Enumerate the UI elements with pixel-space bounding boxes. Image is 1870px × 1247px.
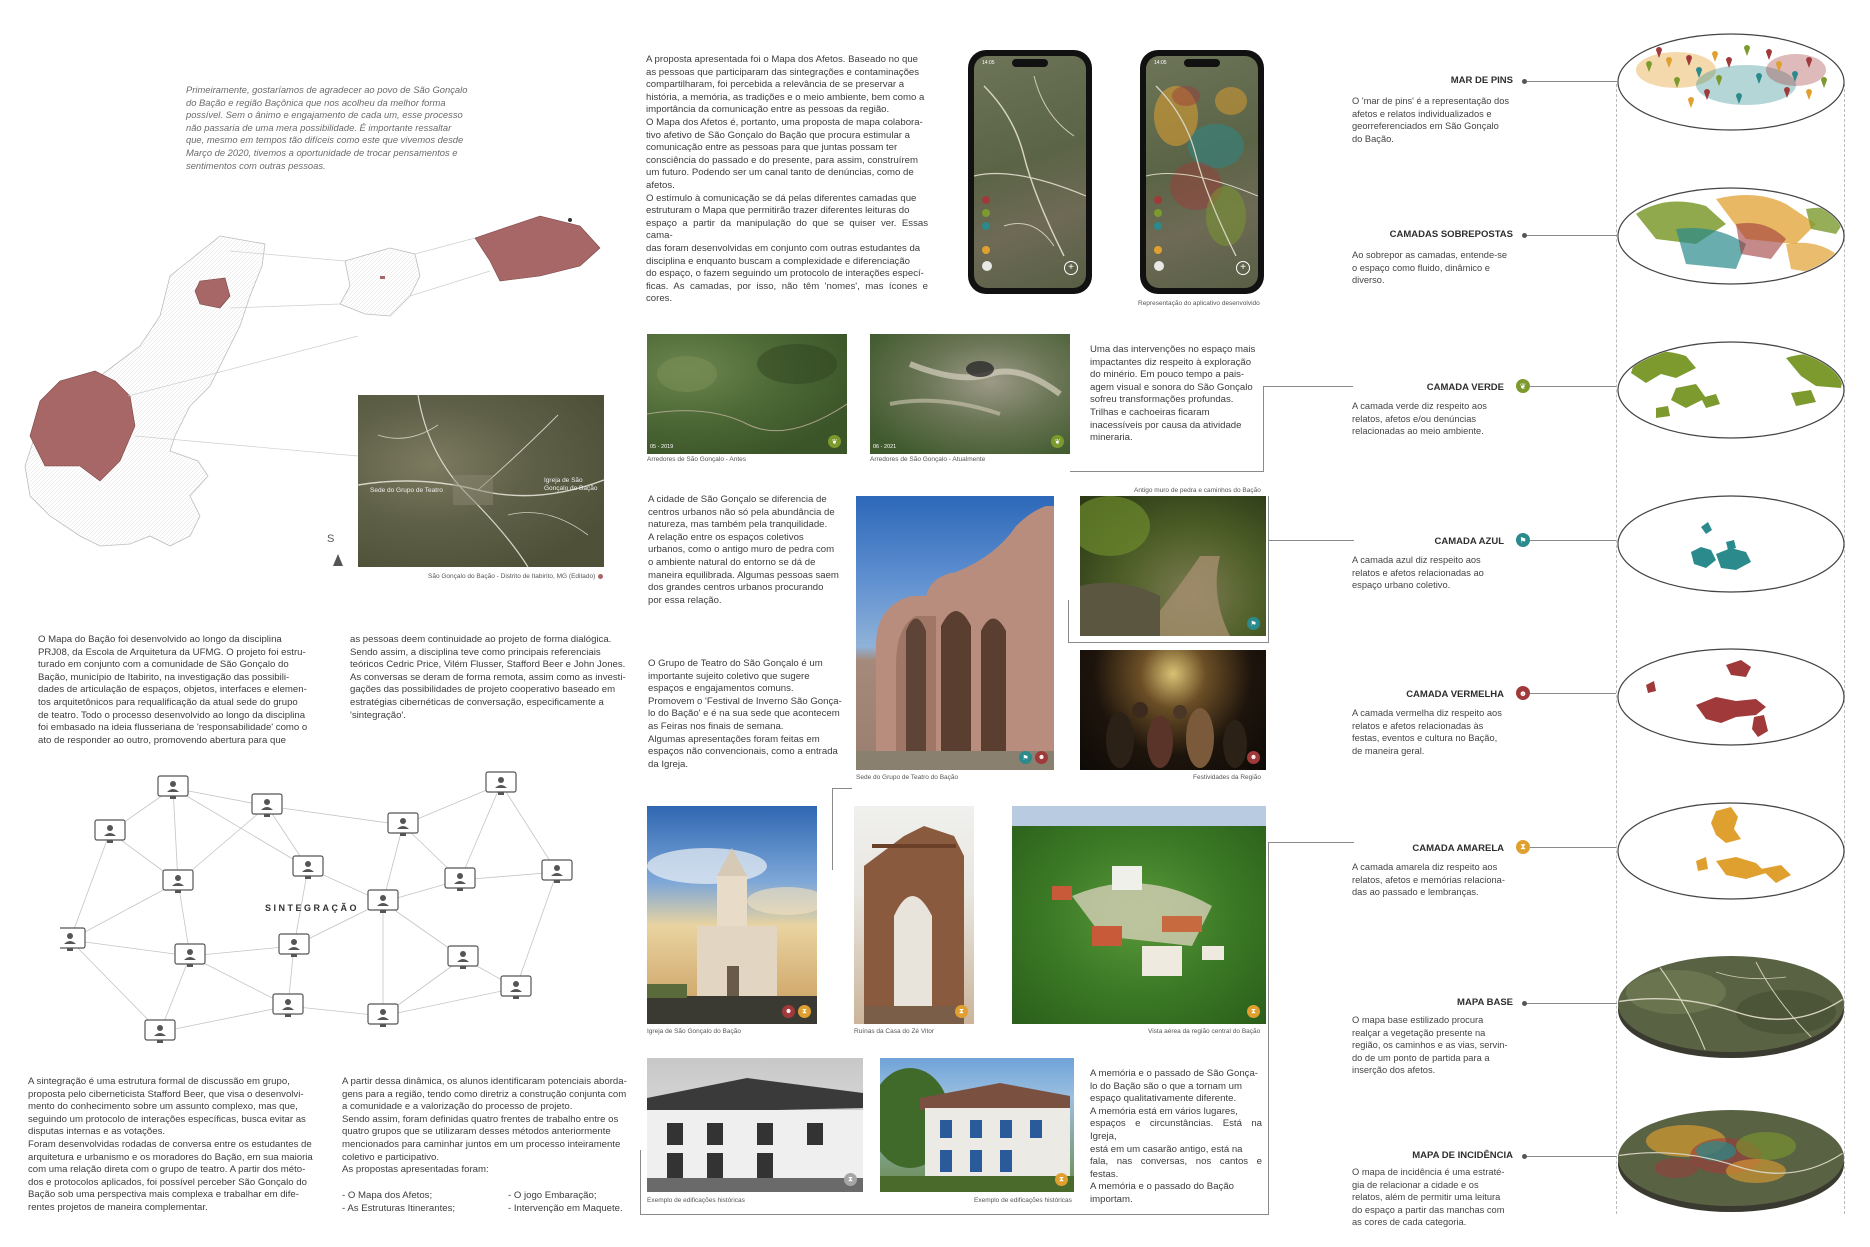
- connector: [1268, 842, 1269, 1214]
- mining-text: Uma das intervenções no espaço mais impactantes diz respeito à exploração do minério. Em pouco tempo a pais- agem visual e sonora do São Gonçalo sofreu transformações profundas. Trilhas e cachoeiras ficaram inacessíveis por causa da atividade mineraria.: [1090, 344, 1256, 444]
- date-atual: 06 - 2021: [873, 444, 897, 450]
- caption-atual: Arredores de São Gonçalo - Atualmente: [870, 456, 986, 463]
- connector: [832, 788, 833, 870]
- hourglass-icon: ⧗: [955, 1005, 968, 1018]
- flag-icon: ⚑: [1516, 533, 1530, 547]
- photo-historico-2: [880, 1058, 1074, 1192]
- connector: [640, 1214, 1269, 1215]
- label-sede: Sede do Grupo de Teatro: [370, 487, 443, 494]
- phone-2-menu-icon[interactable]: [1154, 261, 1164, 271]
- leaf-icon: ❦: [828, 435, 841, 448]
- mask-icon: ☻: [1035, 751, 1048, 764]
- layer-desc-camadas-sobrepostas: Ao sobrepor as camadas, entende-se o espaço como fluido, dinâmico e diverso.: [1352, 250, 1508, 285]
- phone-2: [1140, 50, 1264, 294]
- north-label: S: [327, 533, 335, 545]
- hourglass-icon: ⧗: [798, 1005, 811, 1018]
- layer-title-camadas-sobrepostas: CAMADAS SOBREPOSTAS: [1389, 229, 1513, 240]
- disciplina-text-left: O Mapa do Bação foi desenvolvido ao longo da disciplina PRJ08, da Escola de Arquitetura da UFMG. O projeto foi estru- turado em conjunto com a comunidade de São Gonçalo do Bação, município de Itabirito, na investigação das possibili- dades de articulação de espaços, objetos, interfaces e elemen- tos arquitetônicos para requalificação da atual sede do grupo de teatro. Todo o processo desenvolvido ao longo da disciplina foi embasado na ideia flusseriana de 'responsabilidade' como o ato de responder ao outro, promovendo abertura para que: [38, 634, 308, 746]
- layer-desc-camada-azul: A camada azul diz respeito aos relatos e afetos relacionadas ao espaço urbano coletivo.: [1352, 555, 1484, 590]
- phone-1-add-icon[interactable]: +: [1064, 261, 1078, 275]
- municipality-outline: [340, 248, 420, 316]
- photo-atual: [870, 334, 1070, 454]
- mask-icon: ☻: [782, 1005, 795, 1018]
- phone-2-layer-red[interactable]: [1154, 196, 1162, 204]
- layer-disc-mar-de-pins[interactable]: [1616, 30, 1846, 134]
- app-caption: Representação do aplicativo desenvolvido: [1138, 300, 1260, 307]
- propostas-text: A partir dessa dinâmica, os alunos identificaram potenciais aborda- gens para a região, tendo como diretriz a construção conjunta com a comunidade e a valorização do processo de projeto. Sendo assim, foram definidas quatro frentes de trabalho entre os quatro grupos que se utilizaram desses métodos anteriormente mencionados para caminhar juntos em um processo inteiramente coletivo e participativo. As propostas apresentadas foram:: [342, 1076, 627, 1176]
- connector: [1263, 386, 1264, 472]
- flag-icon: ⚑: [1019, 751, 1032, 764]
- caption-aerea: Vista aérea da região central do Bação: [1148, 1028, 1261, 1035]
- layer-title-mar-de-pins: MAR DE PINS: [1450, 75, 1513, 86]
- layer-disc-mapa-base[interactable]: [1616, 952, 1846, 1064]
- mask-icon: ☻: [1516, 686, 1530, 700]
- connector: [1070, 471, 1264, 472]
- caption-igreja: Igreja de São Gonçalo do Bação: [647, 1028, 741, 1035]
- phone-2-layer-yellow[interactable]: [1154, 246, 1162, 254]
- connector: [832, 788, 852, 789]
- layer-desc-camada-amarela: A camada amarela diz respeito aos relatos, afetos e memórias relaciona- das ao passado e lembranças.: [1352, 862, 1505, 897]
- hourglass-icon: ⧗: [1516, 840, 1530, 854]
- connector: [640, 1150, 641, 1215]
- caption-historico-1: Exemplo de edificações históricas: [647, 1197, 745, 1204]
- connector: [1068, 642, 1269, 643]
- sintegracao-text: A sintegração é uma estrutura formal de discussão em grupo, proposta pelo ciberneticista Stafford Beer, que visa o desenvolvi- mento do conhecimento sobre um assunto complexo, mas que, seguindo um protocolo de interações específicas, busca evitar as disputas internas e as votações. Foram desenvolvidas rodadas de conversa entre os estudantes de arquitetura e urbanismo e os moradores do Bação, em sua maioria com uma relação direta com o grupo de teatro. A partir dos méto- dos e protocolos aplicados, foi possível perceber São Gonçalo do Bação sob uma perspectiva mais complexa e trabalhar em dife- rentes projetos de maneira complementar.: [28, 1076, 313, 1213]
- layer-disc-camada-vermelha[interactable]: [1616, 645, 1846, 749]
- layer-disc-camada-amarela[interactable]: [1616, 799, 1846, 903]
- layer-title-mapa-base: MAPA BASE: [1457, 997, 1513, 1008]
- date-antes: 05 - 2019: [650, 444, 674, 450]
- phone-1: [968, 50, 1092, 294]
- photo-historico-1: [647, 1058, 863, 1192]
- mask-icon: ☻: [1247, 751, 1260, 764]
- layer-desc-mar-de-pins: O 'mar de pins' é a representação dos afetos e relatos individualizados e georreferenciados em São Gonçalo do Bação.: [1352, 96, 1510, 144]
- caption-historico-2: Exemplo de edificações históricas: [974, 1197, 1072, 1204]
- hourglass-icon: ⧗: [1055, 1173, 1068, 1186]
- disciplina-text-right: as pessoas deem continuidade ao projeto de forma dialógica. Sendo assim, a disciplina teve como principais referenciais teóricos Cedric Price, Vilém Flusser, Stafford Beer e John Jones. As conversas se deram de forma remota, assim como as investi- gações das possibilidades de projeto cooperativo baseado em estratégias cibernéticas de conversação, especificamente a 'sintegração'.: [350, 634, 626, 721]
- sintegracao-label: SINTEGRAÇÃO: [265, 903, 360, 913]
- theater-text: O Grupo de Teatro do São Gonçalo é um importante sujeito coletivo que sugere espaços e engajamentos comuns. Promovem o 'Festival de Inverno São Gonça- lo do Bação' e é na sua sede que acontecem as Feiras nos finais de semana. Algumas apresentações foram feitas em espaços não convencionais, como a entrada da Igreja.: [648, 658, 842, 770]
- leaf-icon: ❦: [1051, 435, 1064, 448]
- proposta-item-3: - O jogo Embaração;: [508, 1190, 597, 1201]
- label-igreja: Igreja de São Gonçalo do Bação: [544, 477, 598, 492]
- layer-title-camada-verde: CAMADA VERDE: [1426, 382, 1504, 393]
- layer-disc-camada-azul[interactable]: [1616, 492, 1846, 596]
- photo-aerea: [1012, 806, 1266, 1024]
- phone-2-time: 14:05: [1154, 60, 1167, 66]
- layer-desc-mapa-de-incidencia: O mapa de incidência é uma estraté- gia de relacionar a cidade e os relatos, além de permitir uma leitura do espaço a partir das manchas com as cores de cada categoria.: [1352, 1167, 1505, 1227]
- photo-festa: [1080, 650, 1266, 770]
- phone-1-layer-red[interactable]: [982, 196, 990, 204]
- flag-icon: ⚑: [1247, 617, 1260, 630]
- phone-1-layer-green[interactable]: [982, 209, 990, 217]
- satellite-map: [358, 395, 604, 567]
- layer-desc-camada-verde: A camada verde diz respeito aos relatos, afetos e/ou denúncias relacionadas ao meio ambiente.: [1352, 401, 1487, 436]
- leaf-icon: ❦: [1516, 379, 1530, 393]
- layer-title-camada-azul: CAMADA AZUL: [1434, 536, 1504, 547]
- proposal-text: A proposta apresentada foi o Mapa dos Afetos. Baseado no que as pessoas que participaram das sintegrações e contaminações compartilharam, foi percebida a relevância de se preservar a história, a memória, as tradições e o meio ambiente, bem como a importância da comunicação entre as pessoas da região. O Mapa dos Afetos é, portanto, uma proposta de mapa colabora- tivo afetivo de São Gonçalo do Bação que procura estimular a comunicação entre as pessoas para que juntas possam ter consciência do passado e do presente, para assim, construírem um futuro. Podendo ser um canal tanto de denúncias, como de afetos. O estímulo à comunicação se dá pelas diferentes camadas que estruturam o Mapa que permitirão trazer diferentes leituras do espaço a partir da manipulação do que se quiser ver. Essas cama- das foram desenvolvidas em conjunto com outras estudantes da disciplina e enquanto buscam a complexidade e diferenciação do espaço, o fazem seguindo um protocolo de interações especí- ficas. As camadas, por isso, não têm 'nomes', mas ícones e cores.: [646, 54, 928, 305]
- photo-ruinas: [854, 806, 974, 1024]
- caption-antes: Arredores de São Gonçalo - Antes: [647, 456, 747, 463]
- caption-muro: Antigo muro de pedra e caminhos do Bação: [1134, 487, 1261, 494]
- phone-1-layer-yellow[interactable]: [982, 246, 990, 254]
- phone-1-menu-icon[interactable]: [982, 261, 992, 271]
- phone-2-layer-blue[interactable]: [1154, 222, 1162, 230]
- proposta-item-2: - As Estruturas Itinerantes;: [342, 1203, 456, 1214]
- photo-muro: [1080, 496, 1266, 636]
- map-caption: São Gonçalo do Bação - Distrito de Itabirito, MG (Editado): [428, 573, 596, 580]
- map-caption-dot: [598, 574, 603, 579]
- north-arrow: [333, 554, 343, 566]
- connector: [1068, 600, 1069, 643]
- phone-1-layer-blue[interactable]: [982, 222, 990, 230]
- phone-1-time: 14:05: [982, 60, 995, 66]
- connector: [1268, 496, 1269, 642]
- photo-igreja: [647, 806, 817, 1024]
- city-text: A cidade de São Gonçalo se diferencia de centros urbanos não só pela abundância de natureza, mas também pela tranquilidade. A relação entre os espaços coletivos urbanos, como o antigo muro de pedra com o ambiente natural do entorno se dá de maneira equilibrada. Algumas pessoas saem dos grandes centros urbanos procurando por essa relação.: [648, 494, 839, 606]
- layer-title-camada-amarela: CAMADA AMARELA: [1412, 843, 1504, 854]
- caption-sede: Sede do Grupo de Teatro do Bação: [856, 774, 959, 781]
- memory-text: A memória e o passado de São Gonça- lo do Bação são o que a tornam um espaço qualitativamente diferente. A memória está em vários lugares, espaços e circunstâncias. Está na Igreja, está em um casarão antigo, está na fala, nas conversas, nos cantos e festas. A memória e o passado do Bação importam.: [1090, 1068, 1262, 1205]
- hourglass-icon: ⧗: [1247, 1005, 1260, 1018]
- layer-disc-camadas-sobrepostas[interactable]: [1616, 184, 1846, 288]
- intro-text: Primeiramente, gostaríamos de agradecer ao povo de São Gonçalo do Bação e região Baçônica que nos acolheu da melhor forma possível. Sem o ânimo e engajamento de cada um, esse processo não passaria de uma mera possibilidade. É importante ressaltar que, mesmo em tempos tão difíceis como este que vivemos desde Março de 2020, tivemos a oportunidade de trocar pensamentos e sentimentos com outras pessoas.: [186, 84, 468, 171]
- proposta-item-4: - Intervenção em Maquete.: [508, 1203, 623, 1214]
- proposta-item-1: - O Mapa dos Afetos;: [342, 1190, 433, 1201]
- layer-disc-mapa-de-incidencia[interactable]: [1616, 1106, 1846, 1218]
- phone-2-add-icon[interactable]: +: [1236, 261, 1250, 275]
- layer-desc-mapa-base: O mapa base estilizado procura realçar a vegetação presente na região, os caminhos e as vias, servin- do de um ponto de partida para a inserção dos afetos.: [1352, 1015, 1508, 1075]
- layer-title-camada-vermelha: CAMADA VERMELHA: [1406, 689, 1504, 700]
- caption-ruinas: Ruínas da Casa do Zé Vitor: [854, 1028, 935, 1035]
- district-highlight: [475, 216, 600, 281]
- phone-2-layer-green[interactable]: [1154, 209, 1162, 217]
- photo-sede-teatro: [856, 496, 1054, 770]
- layer-disc-camada-verde[interactable]: [1616, 338, 1846, 442]
- layer-desc-camada-vermelha: A camada vermelha diz respeito aos relatos e afetos relacionadas às festas, eventos e cultura no Bação, de maneira geral.: [1352, 708, 1502, 756]
- layer-title-mapa-de-incidencia: MAPA DE INCIDÊNCIA: [1412, 1150, 1513, 1161]
- caption-festa: Festividades da Região: [1193, 774, 1261, 781]
- hourglass-icon: ⧗: [844, 1173, 857, 1186]
- photo-antes: [647, 334, 847, 454]
